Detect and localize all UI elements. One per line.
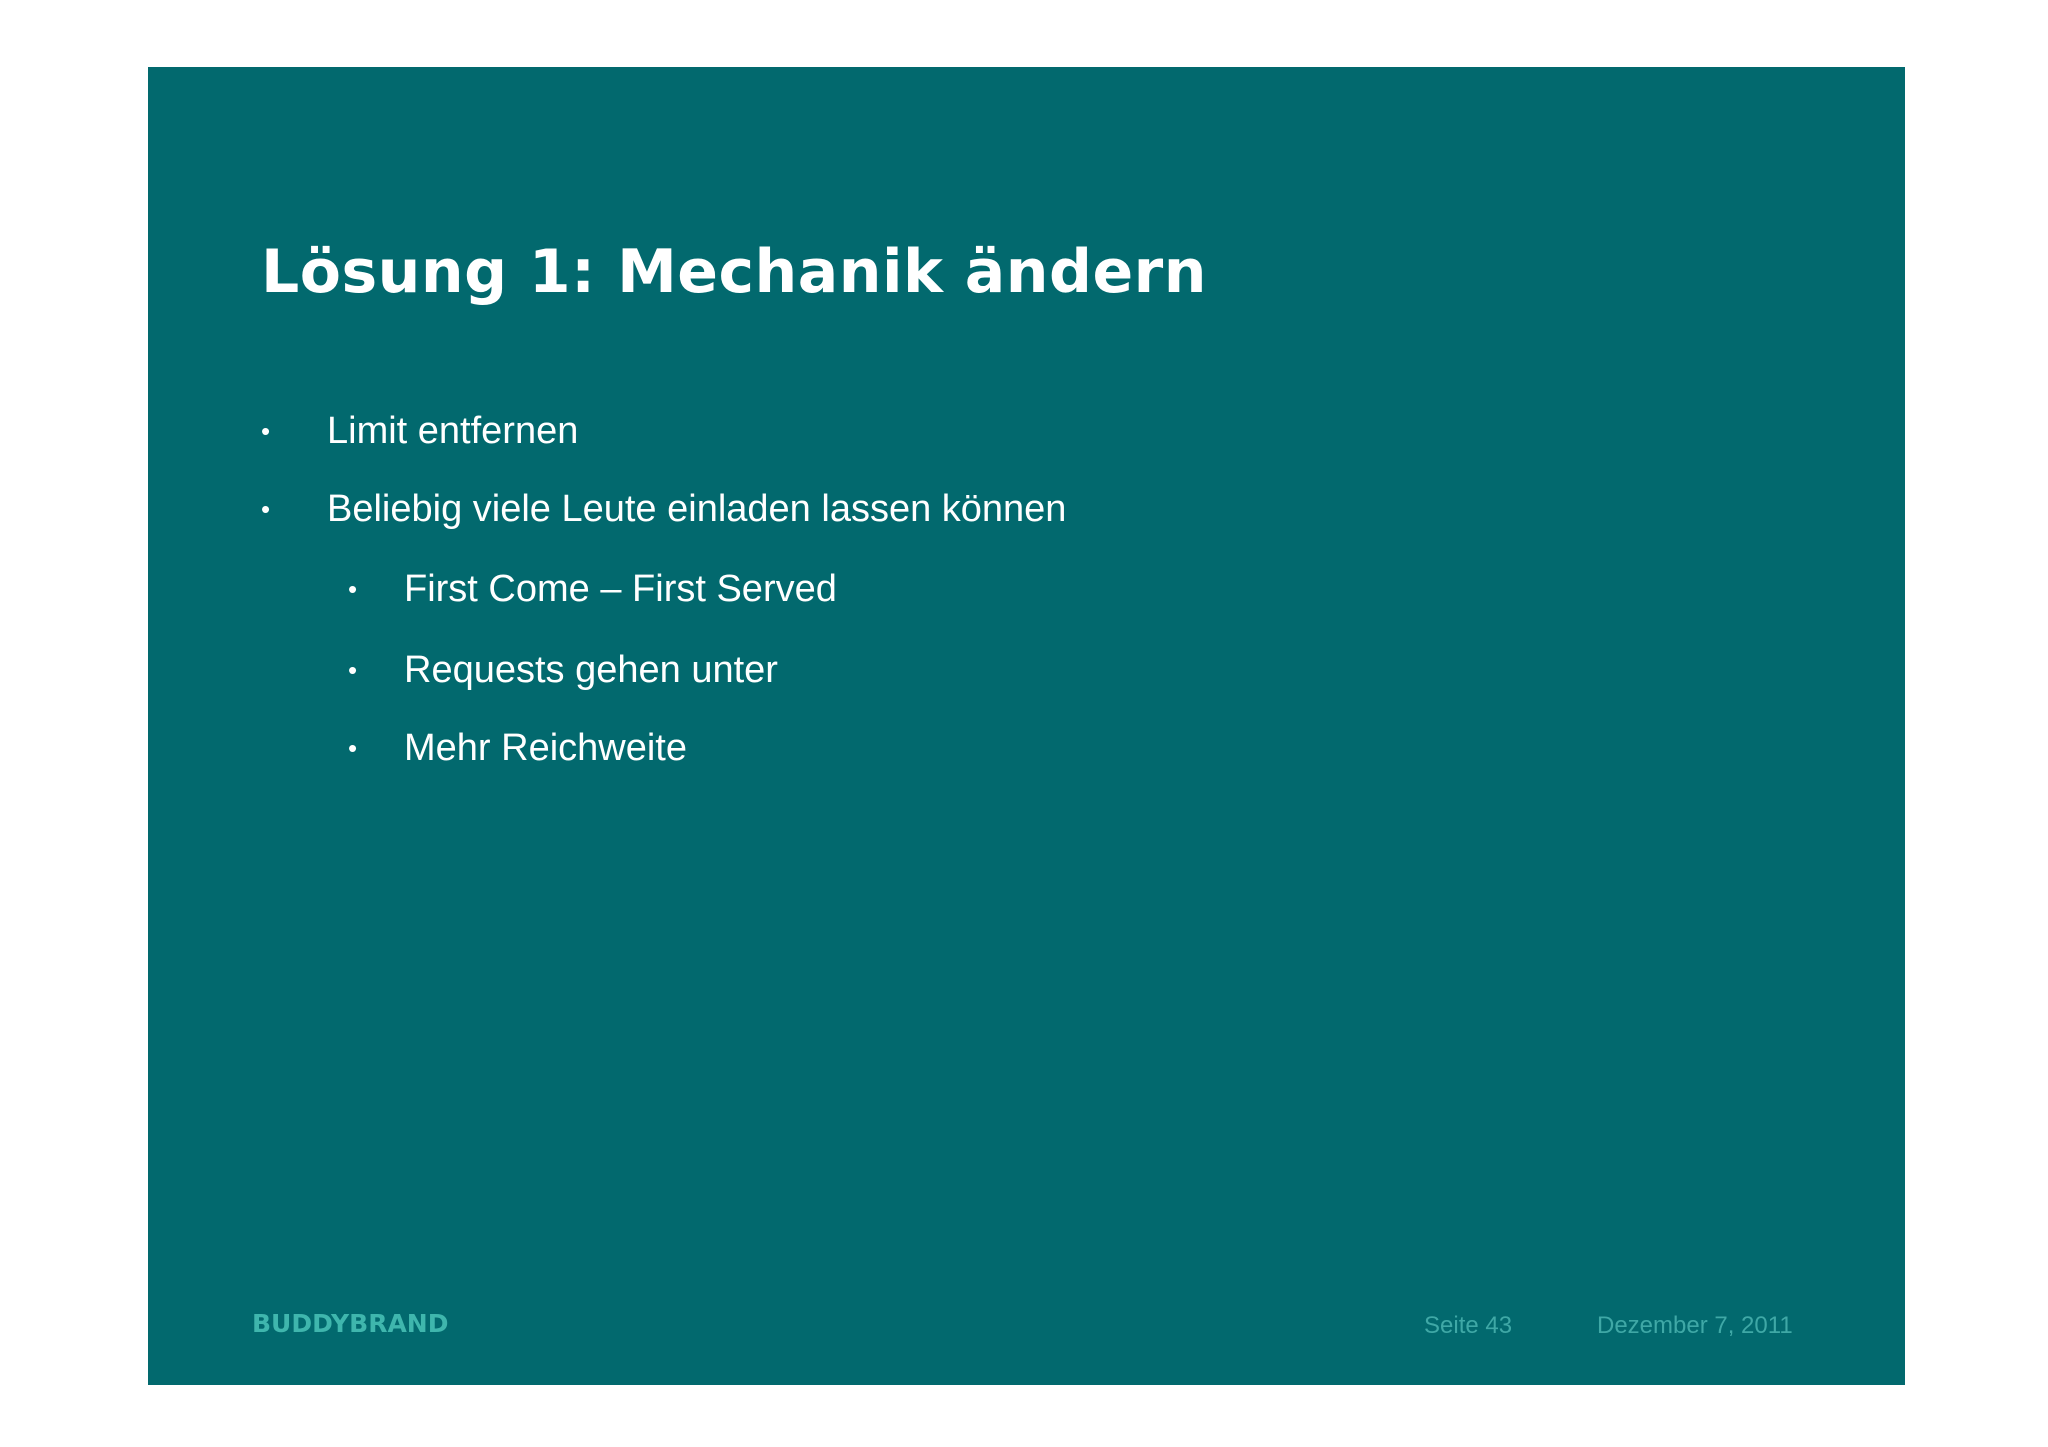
- bullet-text: First Come – First Served: [404, 568, 837, 610]
- slide-date: Dezember 7, 2011: [1597, 1312, 1793, 1339]
- slide: [148, 67, 1905, 1385]
- bullet-text: Requests gehen unter: [404, 649, 778, 691]
- bullet-text: Beliebig viele Leute einladen lassen können: [327, 488, 1067, 530]
- slide-title: Lösung 1: Mechanik ändern: [261, 237, 1207, 307]
- bullet-text: Limit entfernen: [327, 410, 579, 452]
- bullet-text: Mehr Reichweite: [404, 727, 687, 769]
- bullet-icon: •: [261, 416, 271, 446]
- bullet-icon: •: [348, 733, 358, 763]
- bullet-list: [261, 67, 1761, 1385]
- page-number: Seite 43: [1424, 1312, 1513, 1339]
- bullet-icon: •: [348, 574, 358, 604]
- brand-logo: BUDDYBRAND: [252, 1309, 449, 1338]
- bullet-icon: •: [261, 494, 271, 524]
- bullet-icon: •: [348, 655, 358, 685]
